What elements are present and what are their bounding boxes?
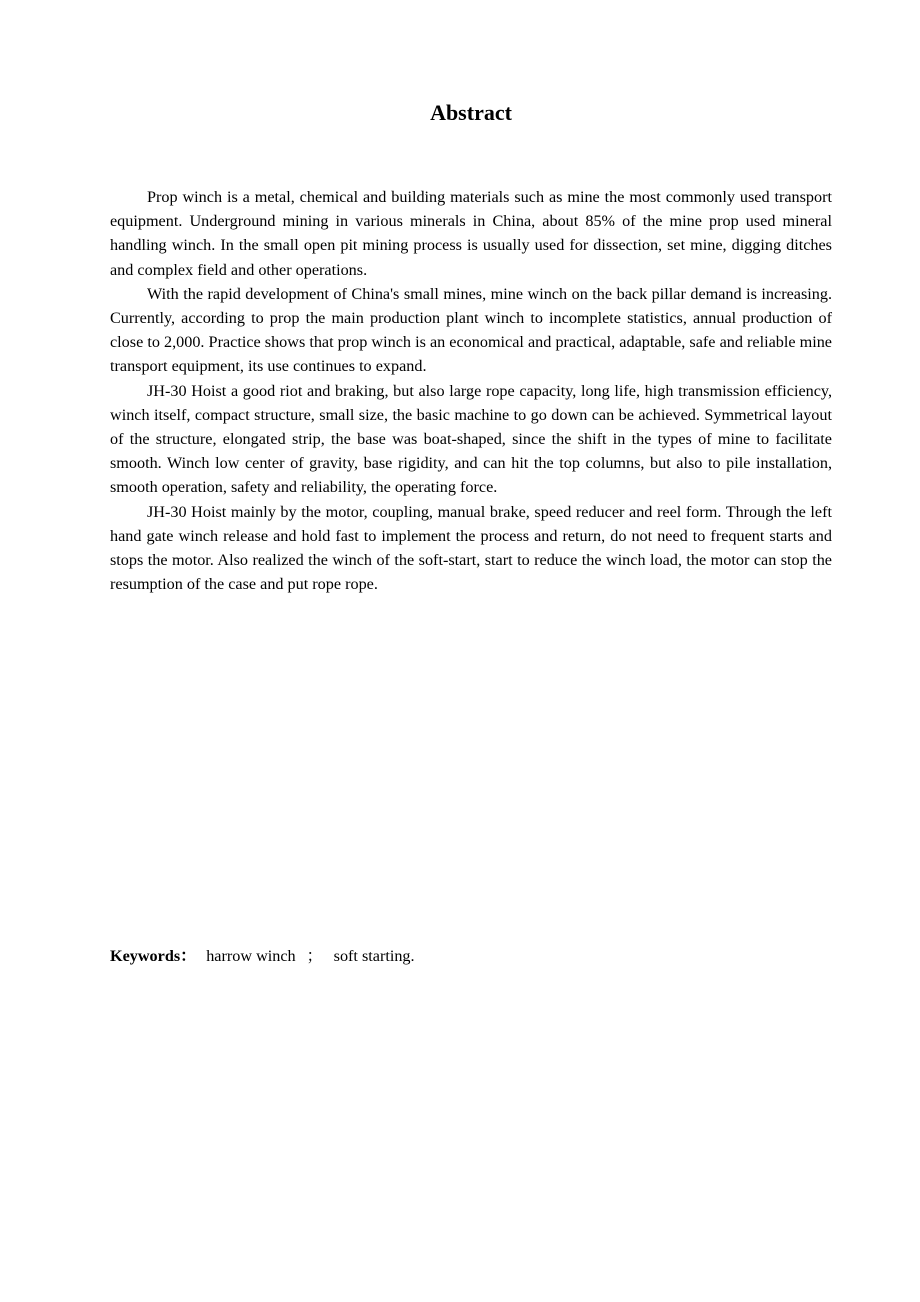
abstract-paragraph-2: With the rapid development of China's small mines, mine winch on the back pillar demand is increasing. Currently, according to prop the main production plant winch to incomplete statistics, annual production of close to 2,000. Practice shows that prop winch is an economical and practical, adaptable, safe and reliable mine transport equipment, its use continues to expand. — [110, 284, 832, 376]
keyword-item: soft starting. — [333, 947, 415, 965]
keyword-separator: ； — [306, 947, 323, 965]
keyword-item: harrow winch — [206, 947, 296, 965]
abstract-title: Abstract — [430, 100, 512, 125]
abstract-body — [110, 185, 832, 596]
keywords-label: Keywords — [110, 947, 181, 965]
abstract-paragraph-3: JH-30 Hoist a good riot and braking, but also large rope capacity, long life, high transmission efficiency, winch itself, compact structure, small size, the basic machine to go down can be achieved. Symmetrical layout of the structure, elongated strip, the base was boat-shaped, since the shift in the types of mine to facilitate smooth. Winch low center of gravity, base rigidity, and can hit the top columns, but also to pile installation, smooth operation, safety and reliability, the operating force. — [110, 381, 832, 497]
abstract-paragraph-4: JH-30 Hoist mainly by the motor, coupling, manual brake, speed reducer and reel form. Through the left hand gate winch release and hold fast to implement the process and return, do not need to frequent starts and stops the motor. Also realized the winch of the soft-start, start to reduce the winch load, the motor can stop the resumption of the case and put rope rope. — [110, 502, 832, 594]
keywords-line — [110, 944, 415, 968]
keywords-colon: ： — [180, 947, 197, 965]
abstract-paragraph-1: Prop winch is a metal, chemical and building materials such as mine the most commonly used transport equipment. Underground mining in various minerals in China, about 85% of the mine prop used mineral handling winch. In the small open pit mining process is usually used for dissection, set mine, digging ditches and complex field and other operations. — [110, 188, 832, 279]
